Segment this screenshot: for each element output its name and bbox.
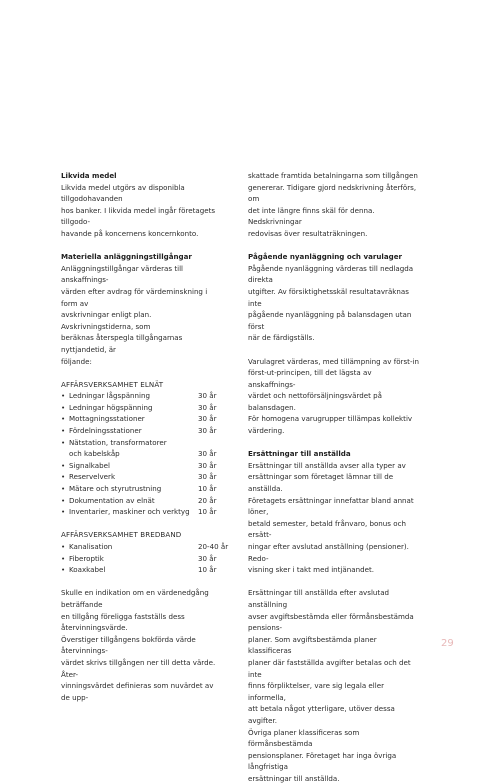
list-item: • Koaxkabel 10 år xyxy=(61,565,217,575)
list-item: • Fördelningsstationer 30 år xyxy=(61,426,217,436)
text-line: betald semester, betald frånvaro, bonus och ersätt- xyxy=(248,518,406,540)
closing-paragraph xyxy=(61,587,221,703)
text-line: visning sker i takt med intjänandet. xyxy=(248,565,375,575)
text-line: pågående nyanläggning på balansdagen utan först xyxy=(248,310,412,331)
text-line: det inte längre finns skäl för denna. Nedskrivningar xyxy=(248,205,375,227)
text-line: hos banker. I likvida medel ingår företagets tillgodo- xyxy=(61,205,216,227)
ersattning-paragraph xyxy=(248,460,420,576)
text-line: först-ut-principen, till det lägsta av anskaffnings- xyxy=(248,368,372,389)
list-item: • Nätstation, transformatorer xyxy=(61,437,167,447)
text-line: finns förpliktelser, vare sig legala eller informella, xyxy=(248,681,385,702)
list-item: • Dokumentation av elnät 20 år xyxy=(61,495,217,505)
left-column xyxy=(61,170,229,703)
list-item: • Signalkabel 30 år xyxy=(61,460,217,470)
text-line: havande på koncernens koncernkonto. xyxy=(61,228,199,238)
text-line: Överstiger tillgångens bokförda värde återvinnings- xyxy=(61,634,196,656)
text-line: värdet och nettoförsäljningsvärdet på balansdagen. xyxy=(248,391,382,412)
ersattning-heading: Ersättningar till anställda xyxy=(248,449,351,459)
text-line: vinningsvärdet definieras som nuvärdet av de upp- xyxy=(61,681,214,702)
text-line: när de färdigställs. xyxy=(248,333,315,343)
text-line: utgifter. Av försiktighetsskäl resultatavräknas inte xyxy=(248,286,409,308)
page-number: 29 xyxy=(441,638,454,649)
text-line: Skulle en indikation om en värdenedgång beträffande xyxy=(61,588,209,609)
right-column xyxy=(248,170,420,784)
text-line: en tillgång föreligga fastställs dess återvinningsvärde. xyxy=(61,611,185,633)
list-item: • Reservelverk 30 år xyxy=(61,472,217,482)
list-item: • Fiberoptik 30 år xyxy=(61,553,217,563)
list-item: • Mottagningsstationer 30 år xyxy=(61,414,217,424)
pension-paragraph xyxy=(248,587,420,784)
text-line: ningar efter avslutad anställning (pensioner). Redo- xyxy=(248,542,409,563)
text-line: För homogena varugrupper tillämpas kollektiv xyxy=(248,414,413,424)
text-line: värden efter avdrag för värdeminskning i form av xyxy=(61,286,208,308)
text-line: att betala något ytterligare, utöver dessa avgifter. xyxy=(248,704,395,725)
text-line: Företagets ersättningar innefattar bland annat löner, xyxy=(248,495,414,517)
list-item: • Mätare och styrutrustning 10 år xyxy=(61,484,217,494)
text-line: Likvida medel utgörs av disponibla tillgodohavanden xyxy=(61,182,185,204)
text-line: värdering. xyxy=(248,426,285,436)
text-line: avskrivningar enligt plan. Avskrivningstiderna, som xyxy=(61,310,152,331)
list-item: • Ledningar lågspänning 30 år xyxy=(61,391,217,401)
pagaende-heading: Pågående nyanläggning och varulager xyxy=(248,252,403,262)
text-line: ersättningar till anställda. xyxy=(248,773,340,783)
text-line: redovisas över resultaträkningen. xyxy=(248,228,368,238)
anlagg-paragraph xyxy=(61,263,221,367)
text-line: skattade framtida betalningarna som tillgången xyxy=(248,171,418,180)
list-item-continuation: och kabelskåp 30 år xyxy=(69,449,217,459)
text-line: värdet skrivs tillgången ner till detta värde. Åter- xyxy=(61,657,216,679)
text-line: Ersättningar till anställda efter avslutad anställning xyxy=(248,588,390,609)
text-line: genererar. Tidigare gjord nedskrivning återförs, om xyxy=(248,182,417,204)
list-item: • Ledningar högspänning 30 år xyxy=(61,402,217,412)
intro-paragraph xyxy=(248,170,420,240)
elnat-list xyxy=(61,390,221,518)
text-line: planer där fastställda avgifter betalas och det inte xyxy=(248,657,411,679)
text-line: Varulagret värderas, med tillämpning av först-in xyxy=(248,356,419,366)
bredband-list xyxy=(61,541,229,576)
varulager-paragraph xyxy=(248,356,420,437)
text-line: Övriga planer klassificeras som förmånsbestämda xyxy=(248,727,360,749)
pagaende-paragraph xyxy=(248,263,420,344)
list-item: • Kanalisation 20-40 år xyxy=(61,542,229,551)
text-line: beräknas återspegla tillgångarnas nyttjandetid, är xyxy=(61,333,183,354)
bredband-heading: AFFÄRSVERKSAMHET BREDBAND xyxy=(61,530,182,540)
text-line: Pågående nyanläggning värderas till nedlagda direkta xyxy=(248,263,414,285)
text-line: planer. Som avgiftsbestämda planer klassificeras xyxy=(248,634,377,656)
text-line: följande: xyxy=(61,356,92,366)
likvida-paragraph xyxy=(61,182,221,240)
elnat-heading: AFFÄRSVERKSAMHET ELNÄT xyxy=(61,379,164,389)
list-item: • Inventarier, maskiner och verktyg 10 år xyxy=(61,507,217,517)
likvida-heading: Likvida medel xyxy=(61,171,117,180)
text-line: avser avgiftsbestämda eller förmånsbestämda pensions- xyxy=(248,611,414,633)
text-line: pensionsplaner. Företaget har inga övriga långfristiga xyxy=(248,750,397,772)
text-line: Ersättningar till anställda avser alla typer av xyxy=(248,460,406,470)
text-line: Anläggningstillgångar värderas till anskaffnings- xyxy=(61,263,184,285)
text-line: ersättningar som företaget lämnar till de anställda. xyxy=(248,472,394,494)
anlagg-heading: Materiella anläggningstillgångar xyxy=(61,252,192,262)
